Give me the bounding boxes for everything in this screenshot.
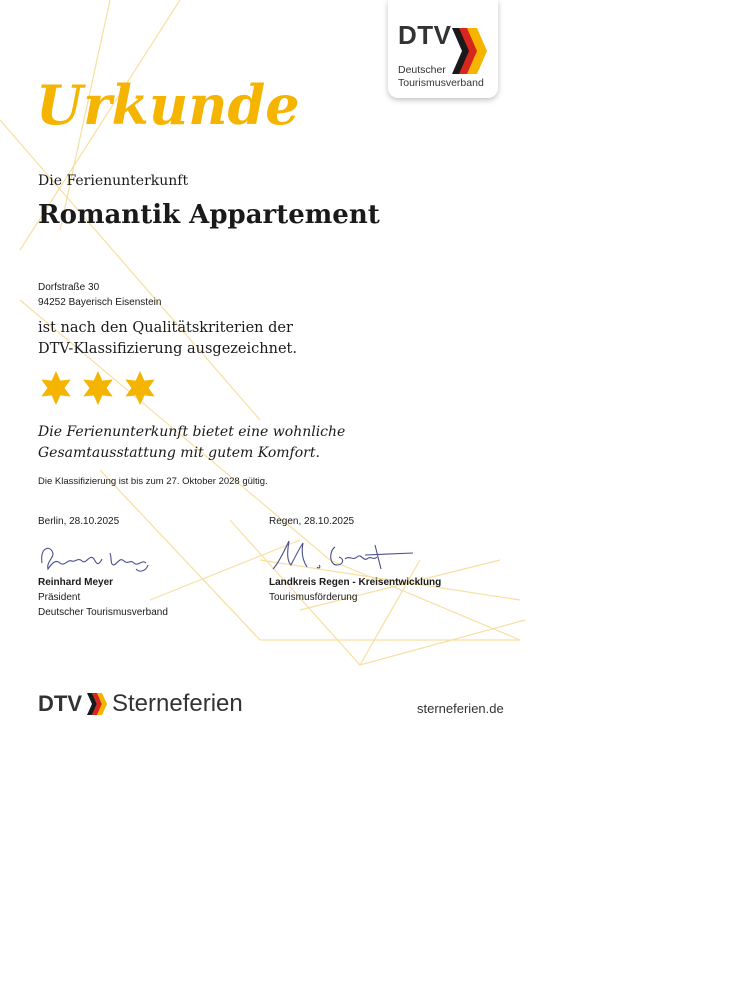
dtv-badge — [388, 0, 498, 98]
signatory-organization: Deutscher Tourismusverband — [38, 607, 168, 618]
property-name: Romantik Appartement — [38, 200, 380, 230]
star-rating — [38, 370, 158, 406]
signatory-name: Landkreis Regen - Kreisentwicklung — [269, 577, 442, 588]
badge-line-1: Deutscher — [398, 64, 446, 76]
star-icon — [80, 370, 116, 406]
badge-brand: DTV — [398, 20, 452, 50]
criteria-statement — [38, 318, 297, 360]
intro-text: Die Ferienunterkunft — [38, 173, 189, 189]
badge-line-2: Tourismusverband — [398, 77, 484, 89]
star-icon — [122, 370, 158, 406]
signatory-role: Tourismusförderung — [269, 592, 358, 603]
address-city: 94252 Bayerisch Eisenstein — [38, 297, 162, 308]
quality-line-2: Gesamtausstattung mit gutem Komfort. — [38, 445, 320, 461]
footer-brand-prefix: DTV — [38, 691, 82, 716]
quality-description — [38, 422, 345, 464]
dtv-chevron-icon — [86, 692, 108, 716]
signatory-name: Reinhard Meyer — [38, 577, 114, 588]
star-icon — [38, 370, 74, 406]
footer-brand-name: Sterneferien — [112, 690, 243, 717]
sterneferien-logo — [38, 690, 243, 718]
signature-place-date: Regen, 28.10.2025 — [269, 516, 355, 527]
footer-url[interactable]: sterneferien.de — [417, 701, 504, 716]
address-street: Dorfstraße 30 — [38, 282, 100, 293]
property-address — [38, 280, 161, 310]
criteria-line-2: DTV-Klassifizierung ausgezeichnet. — [38, 341, 297, 357]
handwritten-signature — [38, 529, 158, 575]
criteria-line-1: ist nach den Qualitätskriterien der — [38, 320, 293, 336]
certificate-title: Urkunde — [36, 73, 300, 137]
signature-block-left — [38, 514, 168, 620]
signature-place-date: Berlin, 28.10.2025 — [38, 516, 120, 527]
signature-block-right — [269, 514, 441, 605]
handwritten-signature — [269, 529, 419, 575]
validity-note: Die Klassifizierung ist bis zum 27. Oktober 2028 gültig. — [38, 476, 268, 487]
quality-line-1: Die Ferienunterkunft bietet eine wohnliche — [38, 424, 346, 440]
signatory-role: Präsident — [38, 592, 81, 603]
